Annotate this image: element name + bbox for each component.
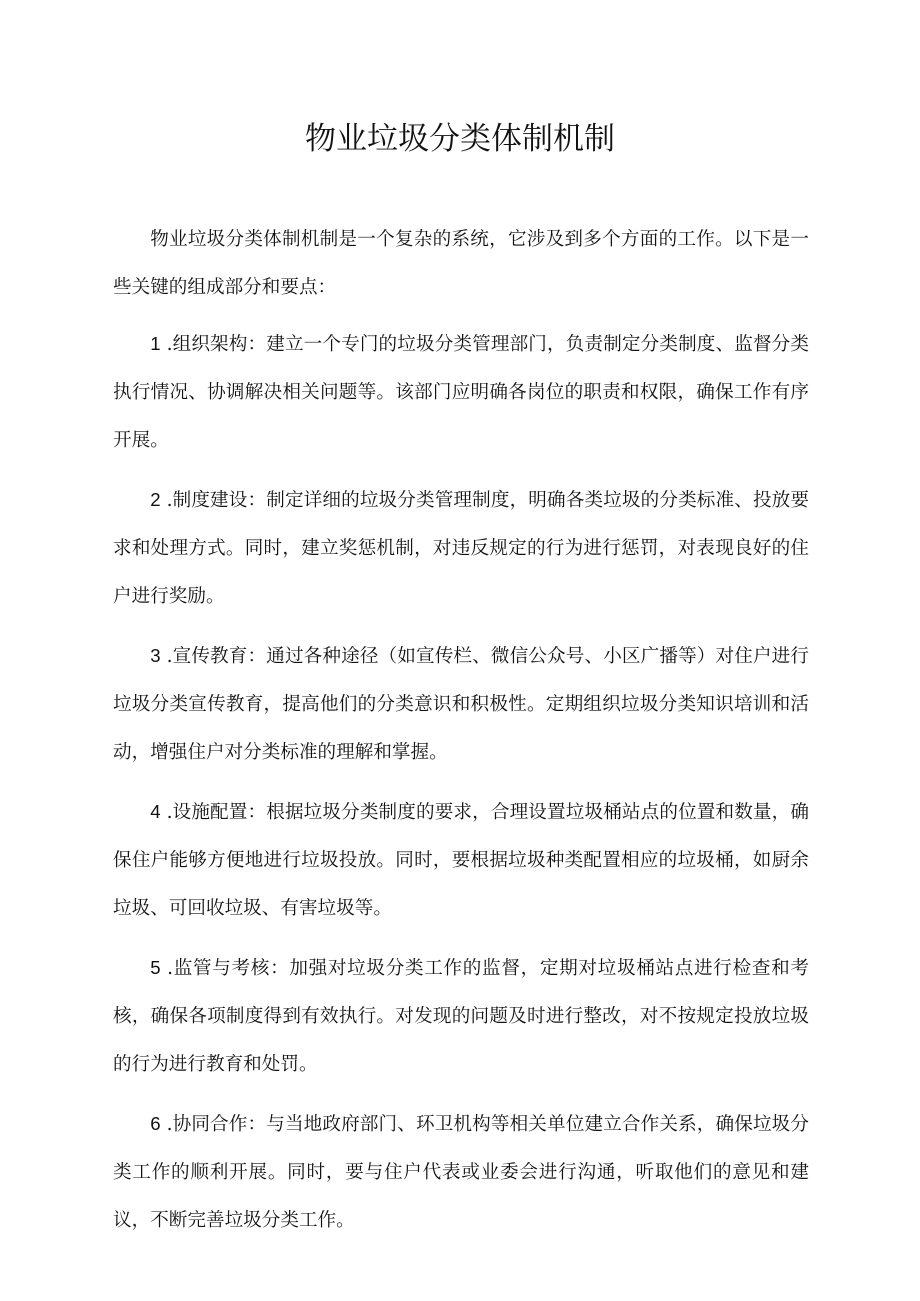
list-item-5 — [113, 944, 809, 1089]
item-number: 6 — [150, 1113, 161, 1134]
list-item-3 — [113, 632, 809, 777]
intro-paragraph: 物业垃圾分类体制机制是一个复杂的系统，它涉及到多个方面的工作。以下是一些关键的组成部分和要点： — [113, 229, 809, 298]
item-text: .宣传教育：通过各种途径（如宣传栏、微信公众号、小区广播等）对住户进行垃圾分类宣传教育，提高他们的分类意识和积极性。定期组织垃圾分类知识培训和活动，增强住户对分类标准的理解和掌握。 — [113, 646, 809, 763]
item-number: 5 — [150, 957, 161, 978]
item-text: .制度建设：制定详细的垃圾分类管理制度，明确各类垃圾的分类标准、投放要求和处理方式。同时，建立奖惩机制，对违反规定的行为进行惩罚，对表现良好的住户进行奖励。 — [113, 490, 809, 607]
item-number: 2 — [150, 489, 161, 510]
item-number: 4 — [150, 801, 161, 822]
item-text: .监管与考核：加强对垃圾分类工作的监督，定期对垃圾桶站点进行检查和考核，确保各项制度得到有效执行。对发现的问题及时进行整改，对不按规定投放垃圾的行为进行教育和处罚。 — [113, 958, 809, 1075]
list-item-4 — [113, 788, 809, 933]
item-text: .设施配置：根据垃圾分类制度的要求，合理设置垃圾桶站点的位置和数量，确保住户能够方便地进行垃圾投放。同时，要根据垃圾种类配置相应的垃圾桶，如厨余垃圾、可回收垃圾、有害垃圾等。 — [113, 802, 809, 919]
item-text: .组织架构：建立一个专门的垃圾分类管理部门，负责制定分类制度、监督分类执行情况、协调解决相关问题等。该部门应明确各岗位的职责和权限，确保工作有序开展。 — [113, 334, 809, 451]
document-title: 物业垃圾分类体制机制 — [305, 121, 615, 157]
document-body — [113, 216, 809, 1256]
item-number: 3 — [150, 645, 161, 666]
item-text: .协同合作：与当地政府部门、环卫机构等相关单位建立合作关系，确保垃圾分类工作的顺利开展。同时，要与住户代表或业委会进行沟通，听取他们的意见和建议，不断完善垃圾分类工作。 — [113, 1114, 809, 1231]
item-number: 1 — [150, 333, 161, 354]
list-item-2 — [113, 476, 809, 621]
list-item-6 — [113, 1100, 809, 1245]
list-item-1 — [113, 320, 809, 465]
